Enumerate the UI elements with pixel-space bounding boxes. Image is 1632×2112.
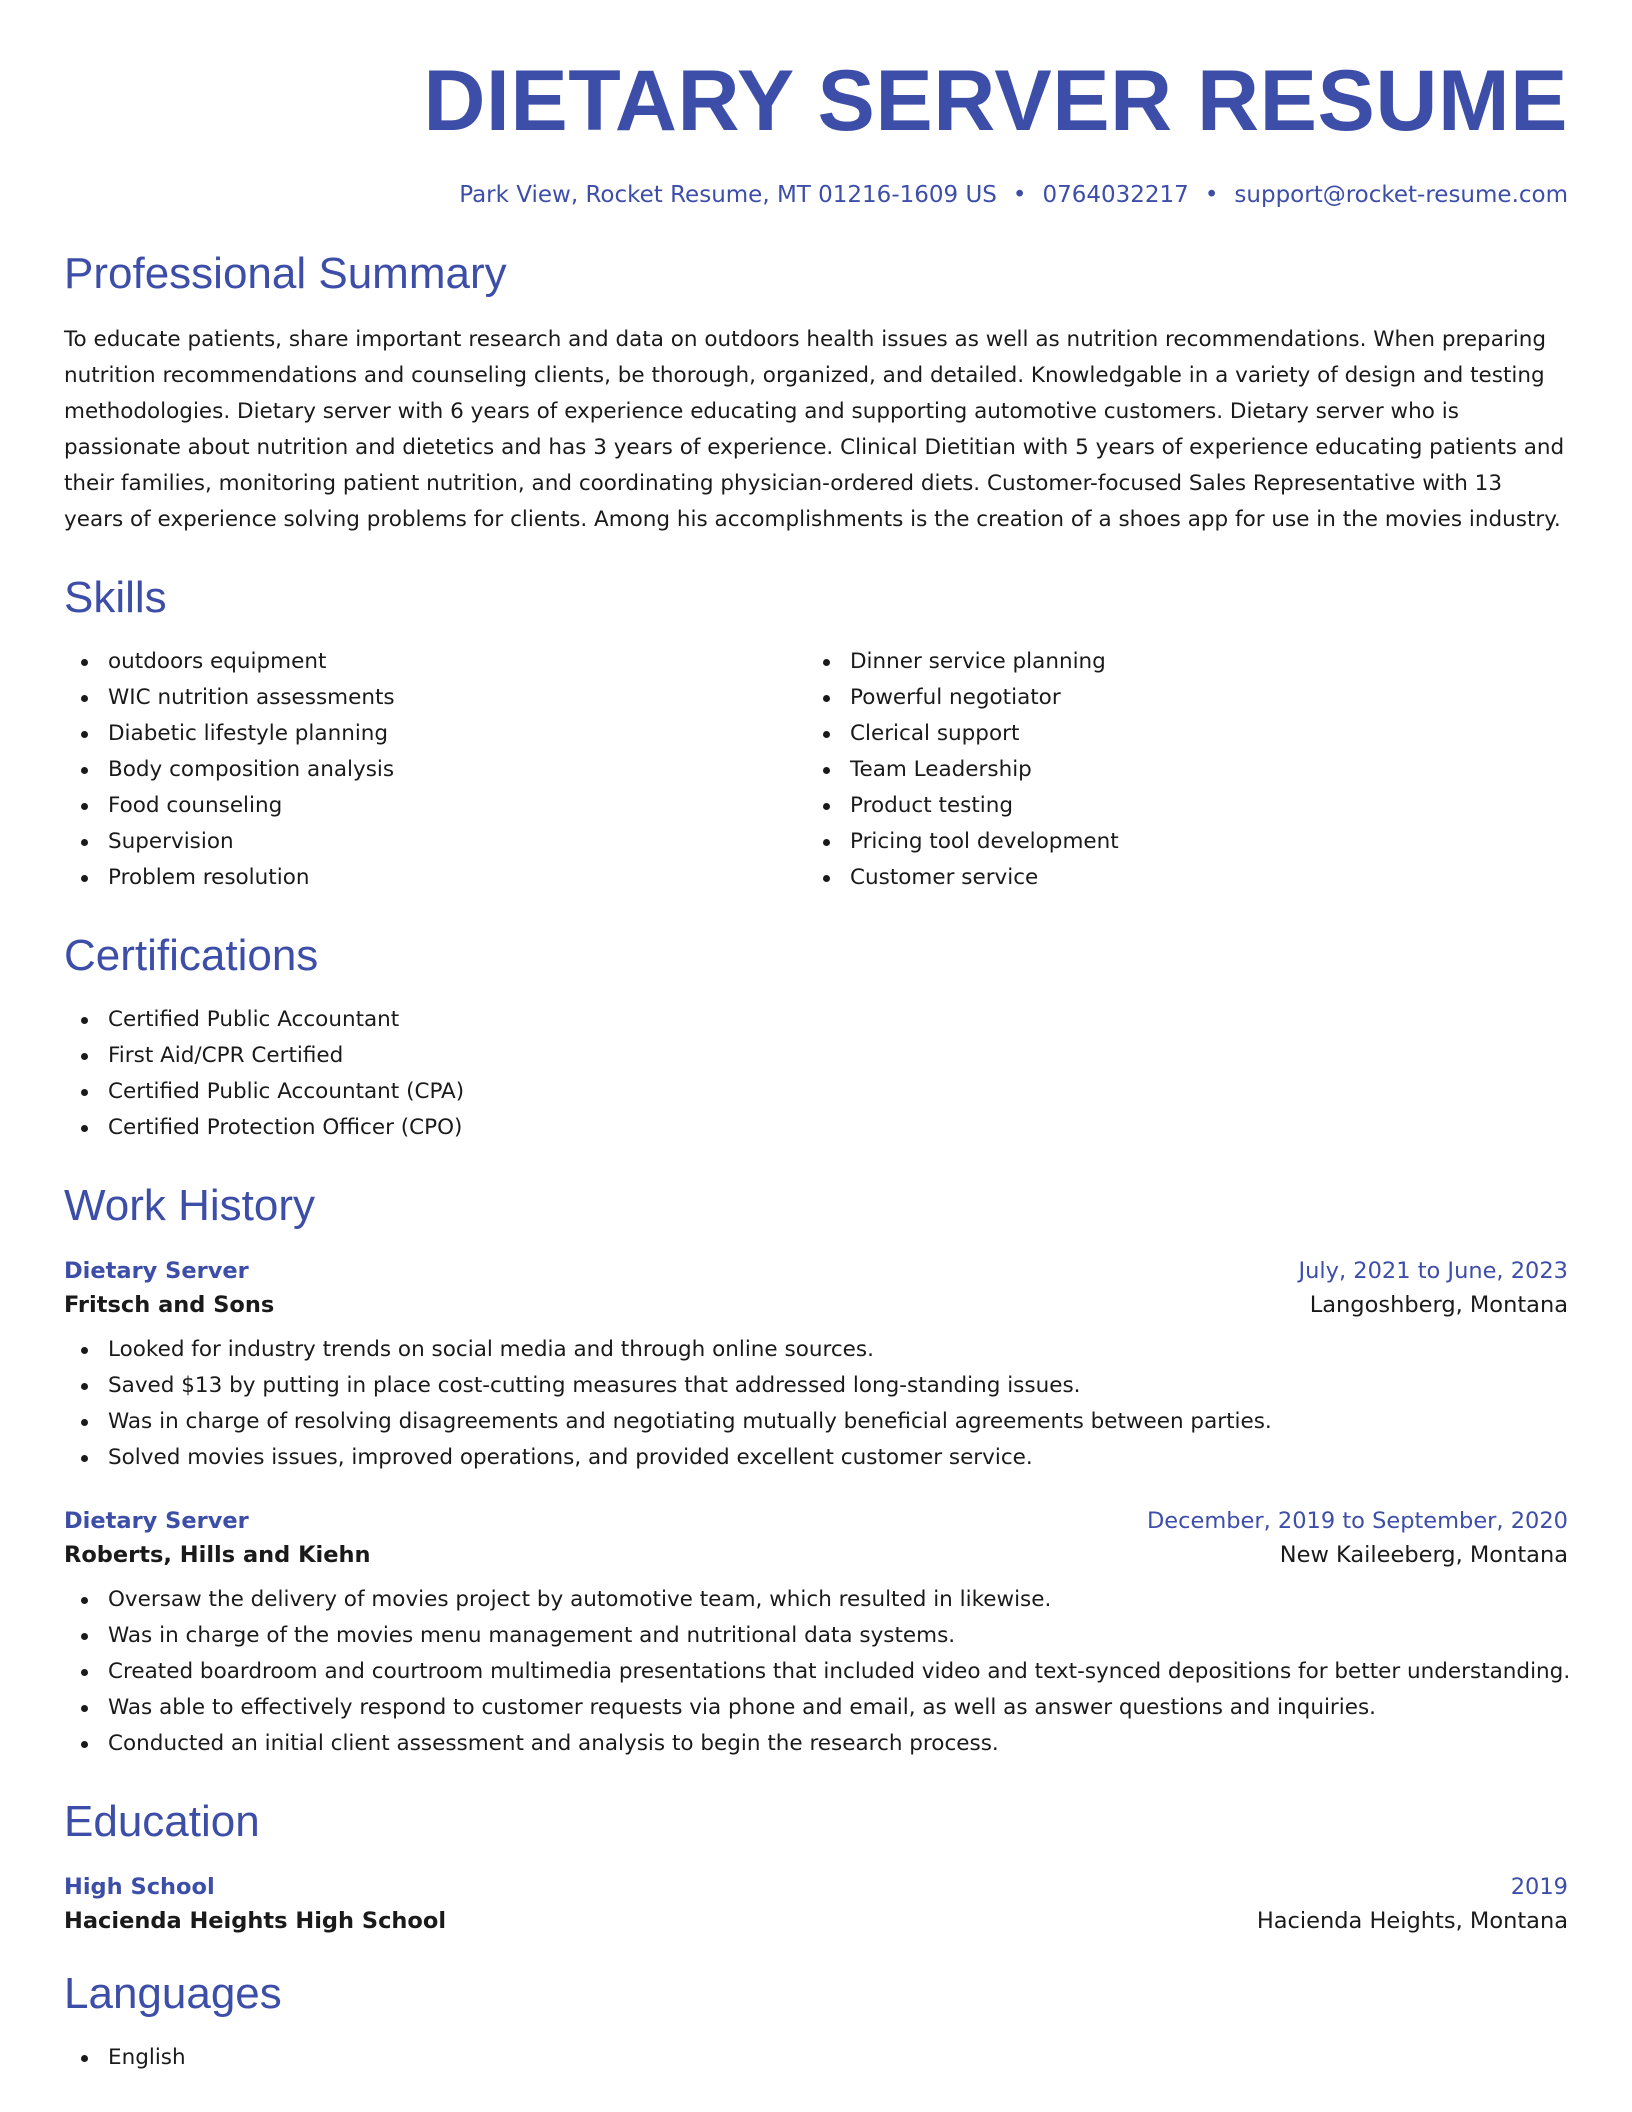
job-entry — [64, 1258, 1568, 1476]
education-entry — [64, 1874, 1568, 1934]
language-item: English — [64, 2040, 1568, 2076]
job-company: Fritsch and Sons — [64, 1292, 275, 1318]
contact-separator: • — [1204, 182, 1219, 208]
job-duty: Was in charge of the movies menu management and nutritional data systems. — [64, 1618, 1568, 1654]
education-heading: Education — [64, 1797, 260, 1846]
job-duties-list — [64, 1582, 1571, 1762]
skill-item: Product testing — [806, 788, 1548, 824]
job-company: Roberts, Hills and Kiehn — [64, 1542, 371, 1568]
certifications-list — [64, 1002, 1568, 1146]
education-degree: High School — [64, 1874, 215, 1900]
languages-list — [64, 2040, 1568, 2076]
skill-item: WIC nutrition assessments — [64, 680, 806, 716]
job-title: Dietary Server — [64, 1258, 249, 1284]
education-school: Hacienda Heights High School — [64, 1908, 447, 1934]
certifications-heading: Certifications — [64, 931, 319, 980]
certification-item: First Aid/CPR Certified — [64, 1038, 1568, 1074]
skill-item: Pricing tool development — [806, 824, 1548, 860]
skill-item: Supervision — [64, 824, 806, 860]
languages-heading: Languages — [64, 1969, 282, 2018]
contact-phone: 0764032217 — [1042, 182, 1189, 208]
certification-item: Certified Public Accountant — [64, 1002, 1568, 1038]
job-duty: Solved movies issues, improved operations, and provided excellent customer service. — [64, 1440, 1568, 1476]
contact-address: Park View, Rocket Resume, MT 01216-1609 US — [459, 182, 997, 208]
skill-item: Customer service — [806, 860, 1548, 896]
skill-item: Team Leadership — [806, 752, 1548, 788]
education-year: 2019 — [1510, 1874, 1568, 1900]
job-duty: Created boardroom and courtroom multimedia presentations that included video and text-synced depositions for better understanding. — [64, 1654, 1568, 1690]
job-title: Dietary Server — [64, 1508, 249, 1534]
job-duty: Looked for industry trends on social media and through online sources. — [64, 1332, 1568, 1368]
skills-column-right — [806, 644, 1548, 896]
skill-item: Body composition analysis — [64, 752, 806, 788]
job-duty: Conducted an initial client assessment and analysis to begin the research process. — [64, 1726, 1568, 1762]
skill-item: Powerful negotiator — [806, 680, 1548, 716]
certification-item: Certified Public Accountant (CPA) — [64, 1074, 1568, 1110]
contact-separator: • — [1012, 182, 1027, 208]
job-duty: Saved $13 by putting in place cost-cutting measures that addressed long-standing issues. — [64, 1368, 1568, 1404]
summary-heading: Professional Summary — [64, 249, 507, 298]
job-duties-list — [64, 1332, 1568, 1476]
job-location: New Kaileeberg, Montana — [1279, 1542, 1568, 1568]
work-history-heading: Work History — [64, 1181, 315, 1230]
education-location: Hacienda Heights, Montana — [1256, 1908, 1568, 1934]
job-dates: July, 2021 to June, 2023 — [1298, 1258, 1568, 1284]
job-duty: Was in charge of resolving disagreements and negotiating mutually beneficial agreements between parties. — [64, 1404, 1568, 1440]
skill-item: Clerical support — [806, 716, 1548, 752]
contact-email[interactable]: support@rocket-resume.com — [1234, 182, 1568, 208]
skills-heading: Skills — [64, 573, 167, 622]
job-location: Langoshberg, Montana — [1309, 1292, 1568, 1318]
skill-item: Problem resolution — [64, 860, 806, 896]
skills-list — [64, 644, 1568, 896]
contact-line — [64, 182, 1568, 208]
certification-item: Certified Protection Officer (CPO) — [64, 1110, 1568, 1146]
skill-item: Diabetic lifestyle planning — [64, 716, 806, 752]
skill-item: Food counseling — [64, 788, 806, 824]
summary-text: To educate patients, share important research and data on outdoors health issues as well as nutrition recommendations. When preparing nutrition recommendations and counseling clients, be thorough, organized, and detailed. Knowledgable in a variety of design and testing methodologies. Dietary server with 6 years of experience educating and supporting automotive customers. Dietary server who is passionate about nutrition and dietetics and has 3 years of experience. Clinical Dietitian with 5 years of experience educating patients and their families, monitoring patient nutrition, and coordinating physician-ordered diets. Customer-focused Sales Representative with 13 years of experience solving problems for clients. Among his accomplishments is the creation of a shoes app for use in the movies industry. — [64, 327, 1565, 532]
skills-column-left — [64, 644, 806, 896]
resume-title: DIETARY SERVER RESUME — [423, 53, 1568, 149]
job-dates: December, 2019 to September, 2020 — [1146, 1508, 1568, 1534]
skill-item: Dinner service planning — [806, 644, 1548, 680]
job-duty: Was able to effectively respond to customer requests via phone and email, as well as answer questions and inquiries. — [64, 1690, 1568, 1726]
job-duty: Oversaw the delivery of movies project by automotive team, which resulted in likewise. — [64, 1582, 1568, 1618]
job-entry — [64, 1508, 1571, 1762]
skill-item: outdoors equipment — [64, 644, 806, 680]
